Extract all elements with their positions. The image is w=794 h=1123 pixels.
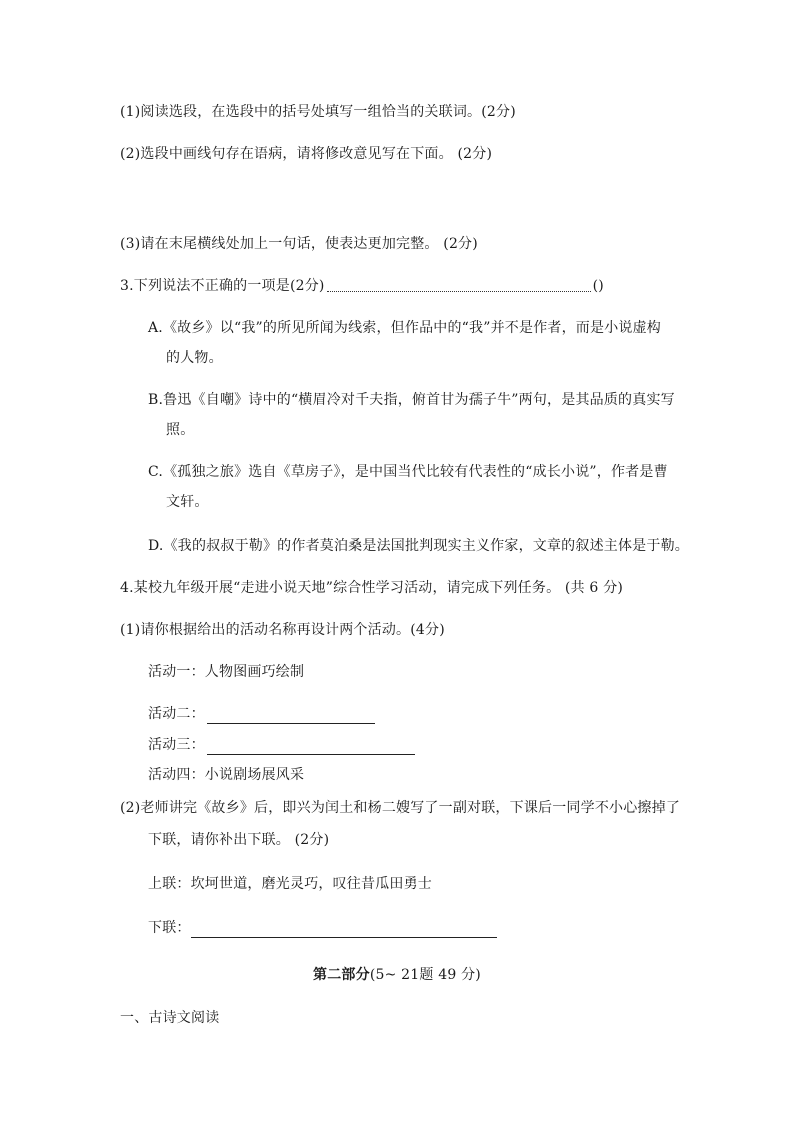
activity-3-label: 活动三： [148,737,205,753]
section1-title: 一、古诗文阅读 [120,1010,220,1026]
leader-dots [327,281,591,292]
q2-sub1: (1)阅读选段，在选段中的括号处填写一组恰当的关联词。(2分) [120,104,516,120]
q4-sub2-line2: 下联，请你补出下联。 (2分) [148,832,330,848]
option-c-line1: C.《孤独之旅》选自《草房子》，是中国当代比较有代表性的“成长小说”，作者是曹 [148,464,668,480]
activity-2-label: 活动二： [148,706,205,722]
activity-4: 活动四：小说剧场展风采 [148,767,305,783]
option-b-line2: 照。 [166,422,195,438]
couplet-lower-label: 下联： [148,920,191,936]
q3-stem-line [120,276,604,296]
answer-paren: () [592,278,604,294]
option-a-line1: A.《故乡》以“我”的所见所闻为线索，但作品中的“我”并不是作者，而是小说虚构 [148,320,661,336]
option-d-line1: D.《我的叔叔于勒》的作者莫泊桑是法国批判现实主义作家，文章的叙述主体是于勒。 [148,538,689,554]
part2-title: 第二部分 [313,967,370,983]
couplet-lower-line [148,918,497,938]
q4-sub2-line1: (2)老师讲完《故乡》后，即兴为闰土和杨二嫂写了一副对联，下课后一同学不小心擦掉了 [120,800,681,816]
couplet-lower-blank[interactable] [191,921,497,938]
q4-stem: 4.某校九年级开展“走进小说天地”综合性学习活动，请完成下列任务。 (共 6 分) [120,580,624,596]
part2-heading [313,965,481,985]
activity-2-line [148,704,375,724]
q2-sub3: (3)请在末尾横线处加上一句话，使表达更加完整。 (2分) [120,236,478,252]
option-b-line1: B.鲁迅《自嘲》诗中的“横眉冷对千夫指，俯首甘为孺子牛”两句，是其品质的真实写 [148,392,675,408]
option-a-line2: 的人物。 [166,350,223,366]
q2-sub2: (2)选段中画线句存在语病，请将修改意见写在下面。 (2分) [120,146,493,162]
activity-3-blank[interactable] [207,738,415,755]
q4-sub1: (1)请你根据给出的活动名称再设计两个活动。(4分) [120,622,445,638]
couplet-upper: 上联：坎坷世道，磨光灵巧，叹往昔瓜田勇士 [148,876,432,892]
q3-stem: 3.下列说法不正确的一项是(2分) [120,278,325,294]
option-c-line2: 文轩。 [166,494,209,510]
part2-range: (5~ 21题 49 分) [369,967,481,983]
activity-1: 活动一：人物图画巧绘制 [148,664,305,680]
activity-2-blank[interactable] [207,707,375,724]
activity-3-line [148,735,415,755]
